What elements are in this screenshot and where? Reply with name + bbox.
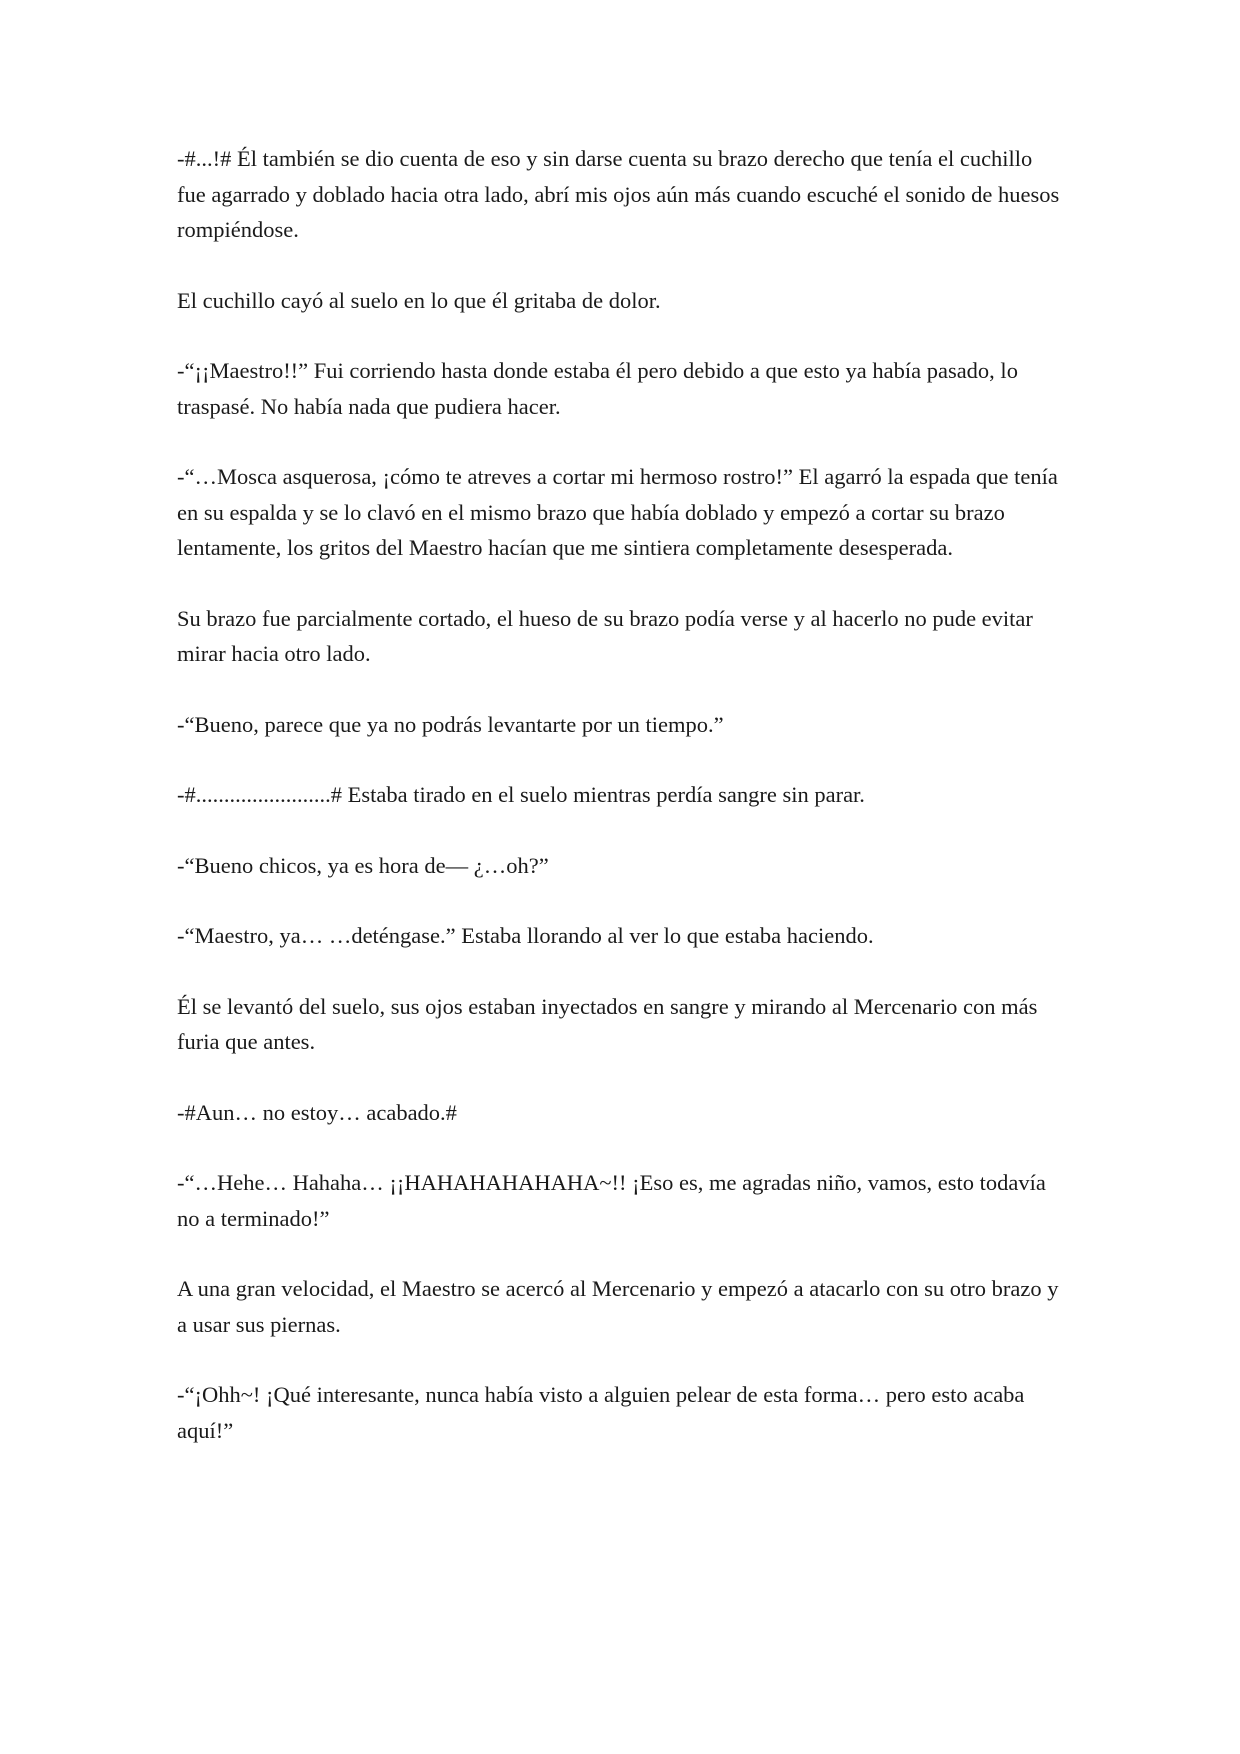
paragraph-9: -“Maestro, ya… …deténgase.” Estaba llorando al ver lo que estaba haciendo. xyxy=(177,923,874,948)
paragraph-4: -“…Mosca asquerosa, ¡cómo te atreves a cortar mi hermoso rostro!” El agarró la espada que tenía en su espalda y se lo clavó en el mismo brazo que había doblado y empezó a cortar su brazo lentamente, los gritos del Maestro hacían que me sintiera completamente desesperada. xyxy=(177,464,1058,560)
paragraph-8: -“Bueno chicos, ya es hora de— ¿…oh?” xyxy=(177,852,549,878)
paragraph-5: Su brazo fue parcialmente cortado, el hueso de su brazo podía verse y al hacerlo no pude evitar mirar hacia otro lado. xyxy=(177,605,1033,666)
paragraph-1: -#...!# Él también se dio cuenta de eso y sin darse cuenta su brazo derecho que tenía el cuchillo fue agarrado y doblado hacia otra lado, abrí mis ojos aún más cuando escuché el sonido de huesos rompiéndose. xyxy=(177,146,1060,242)
paragraph-12: -“…Hehe… Hahaha… ¡¡HAHAHAHAHAHA~!! ¡Eso es, me agradas niño, vamos, esto todavía no a terminado!” xyxy=(177,1170,1046,1231)
paragraph-6: -“Bueno, parece que ya no podrás levantarte por un tiempo.” xyxy=(177,711,724,737)
paragraph-11: -#Aun… no estoy… acabado.# xyxy=(177,1099,457,1125)
paragraph-2: El cuchillo cayó al suelo en lo que él gritaba de dolor. xyxy=(177,287,661,313)
paragraph-3: -“¡¡Maestro!!” Fui corriendo hasta donde estaba él pero debido a que esto ya había pasado, lo traspasé. No había nada que pudiera hacer. xyxy=(177,358,1018,419)
paragraph-13: A una gran velocidad, el Maestro se acercó al Mercenario y empezó a atacarlo con su otro brazo y a usar sus piernas. xyxy=(177,1276,1059,1337)
paragraph-10: Él se levantó del suelo, sus ojos estaban inyectados en sangre y mirando al Mercenario con más furia que antes. xyxy=(177,993,1038,1054)
paragraph-7: -#........................# Estaba tirado en el suelo mientras perdía sangre sin parar. xyxy=(177,782,865,807)
paragraph-14: -“¡Ohh~! ¡Qué interesante, nunca había visto a alguien pelear de esta forma… pero esto acaba aquí!” xyxy=(177,1382,1025,1443)
